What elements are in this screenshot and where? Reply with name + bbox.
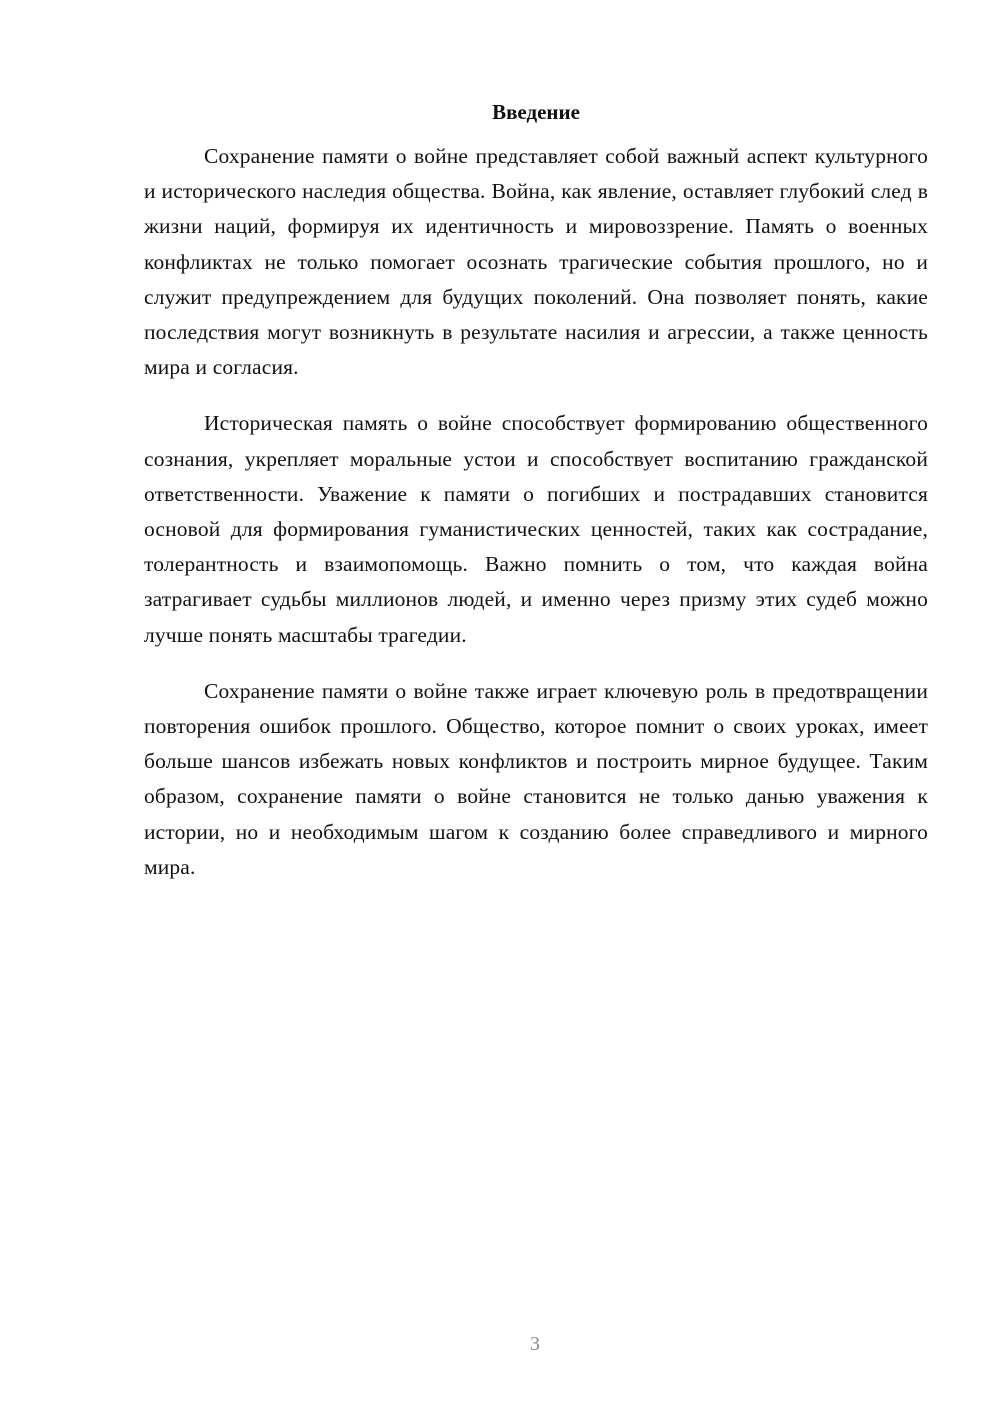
page-content: [144, 96, 928, 906]
paragraph-3: Сохранение памяти о войне также играет ключевую роль в предотвращении повторения ошибок прошлого. Общество, которое помнит о своих уроках, имеет больше шансов избежать новых конфликтов и построить мирное будущее. Таким образом, сохранение памяти о войне становится не только данью уважения к истории, но и необходимым шагом к созданию более справедливого и мирного мира.: [144, 678, 928, 879]
page-number: 3: [530, 1333, 540, 1355]
section-heading: Введение: [492, 100, 580, 124]
paragraph-2: Историческая память о войне способствует формированию общественного сознания, укрепляет моральные устои и способствует воспитанию гражданской ответственности. Уважение к памяти о погибших и пострадавших становится основой для формирования гуманистических ценностей, таких как сострадание, толерантность и взаимопомощь. Важно помнить о том, что каждая война затрагивает судьбы миллионов людей, и именно через призму этих судеб можно лучше понять масштабы трагедии.: [144, 411, 928, 647]
paragraph-1: Сохранение памяти о войне представляет собой важный аспект культурного и исторического наследия общества. Война, как явление, оставляет глубокий след в жизни наций, формируя их идентичность и мировоззрение. Память о военных конфликтах не только помогает осознать трагические события прошлого, но и служит предупреждением для будущих поколений. Она позволяет понять, какие последствия могут возникнуть в результате насилия и агрессии, а также ценность мира и согласия.: [144, 144, 928, 380]
